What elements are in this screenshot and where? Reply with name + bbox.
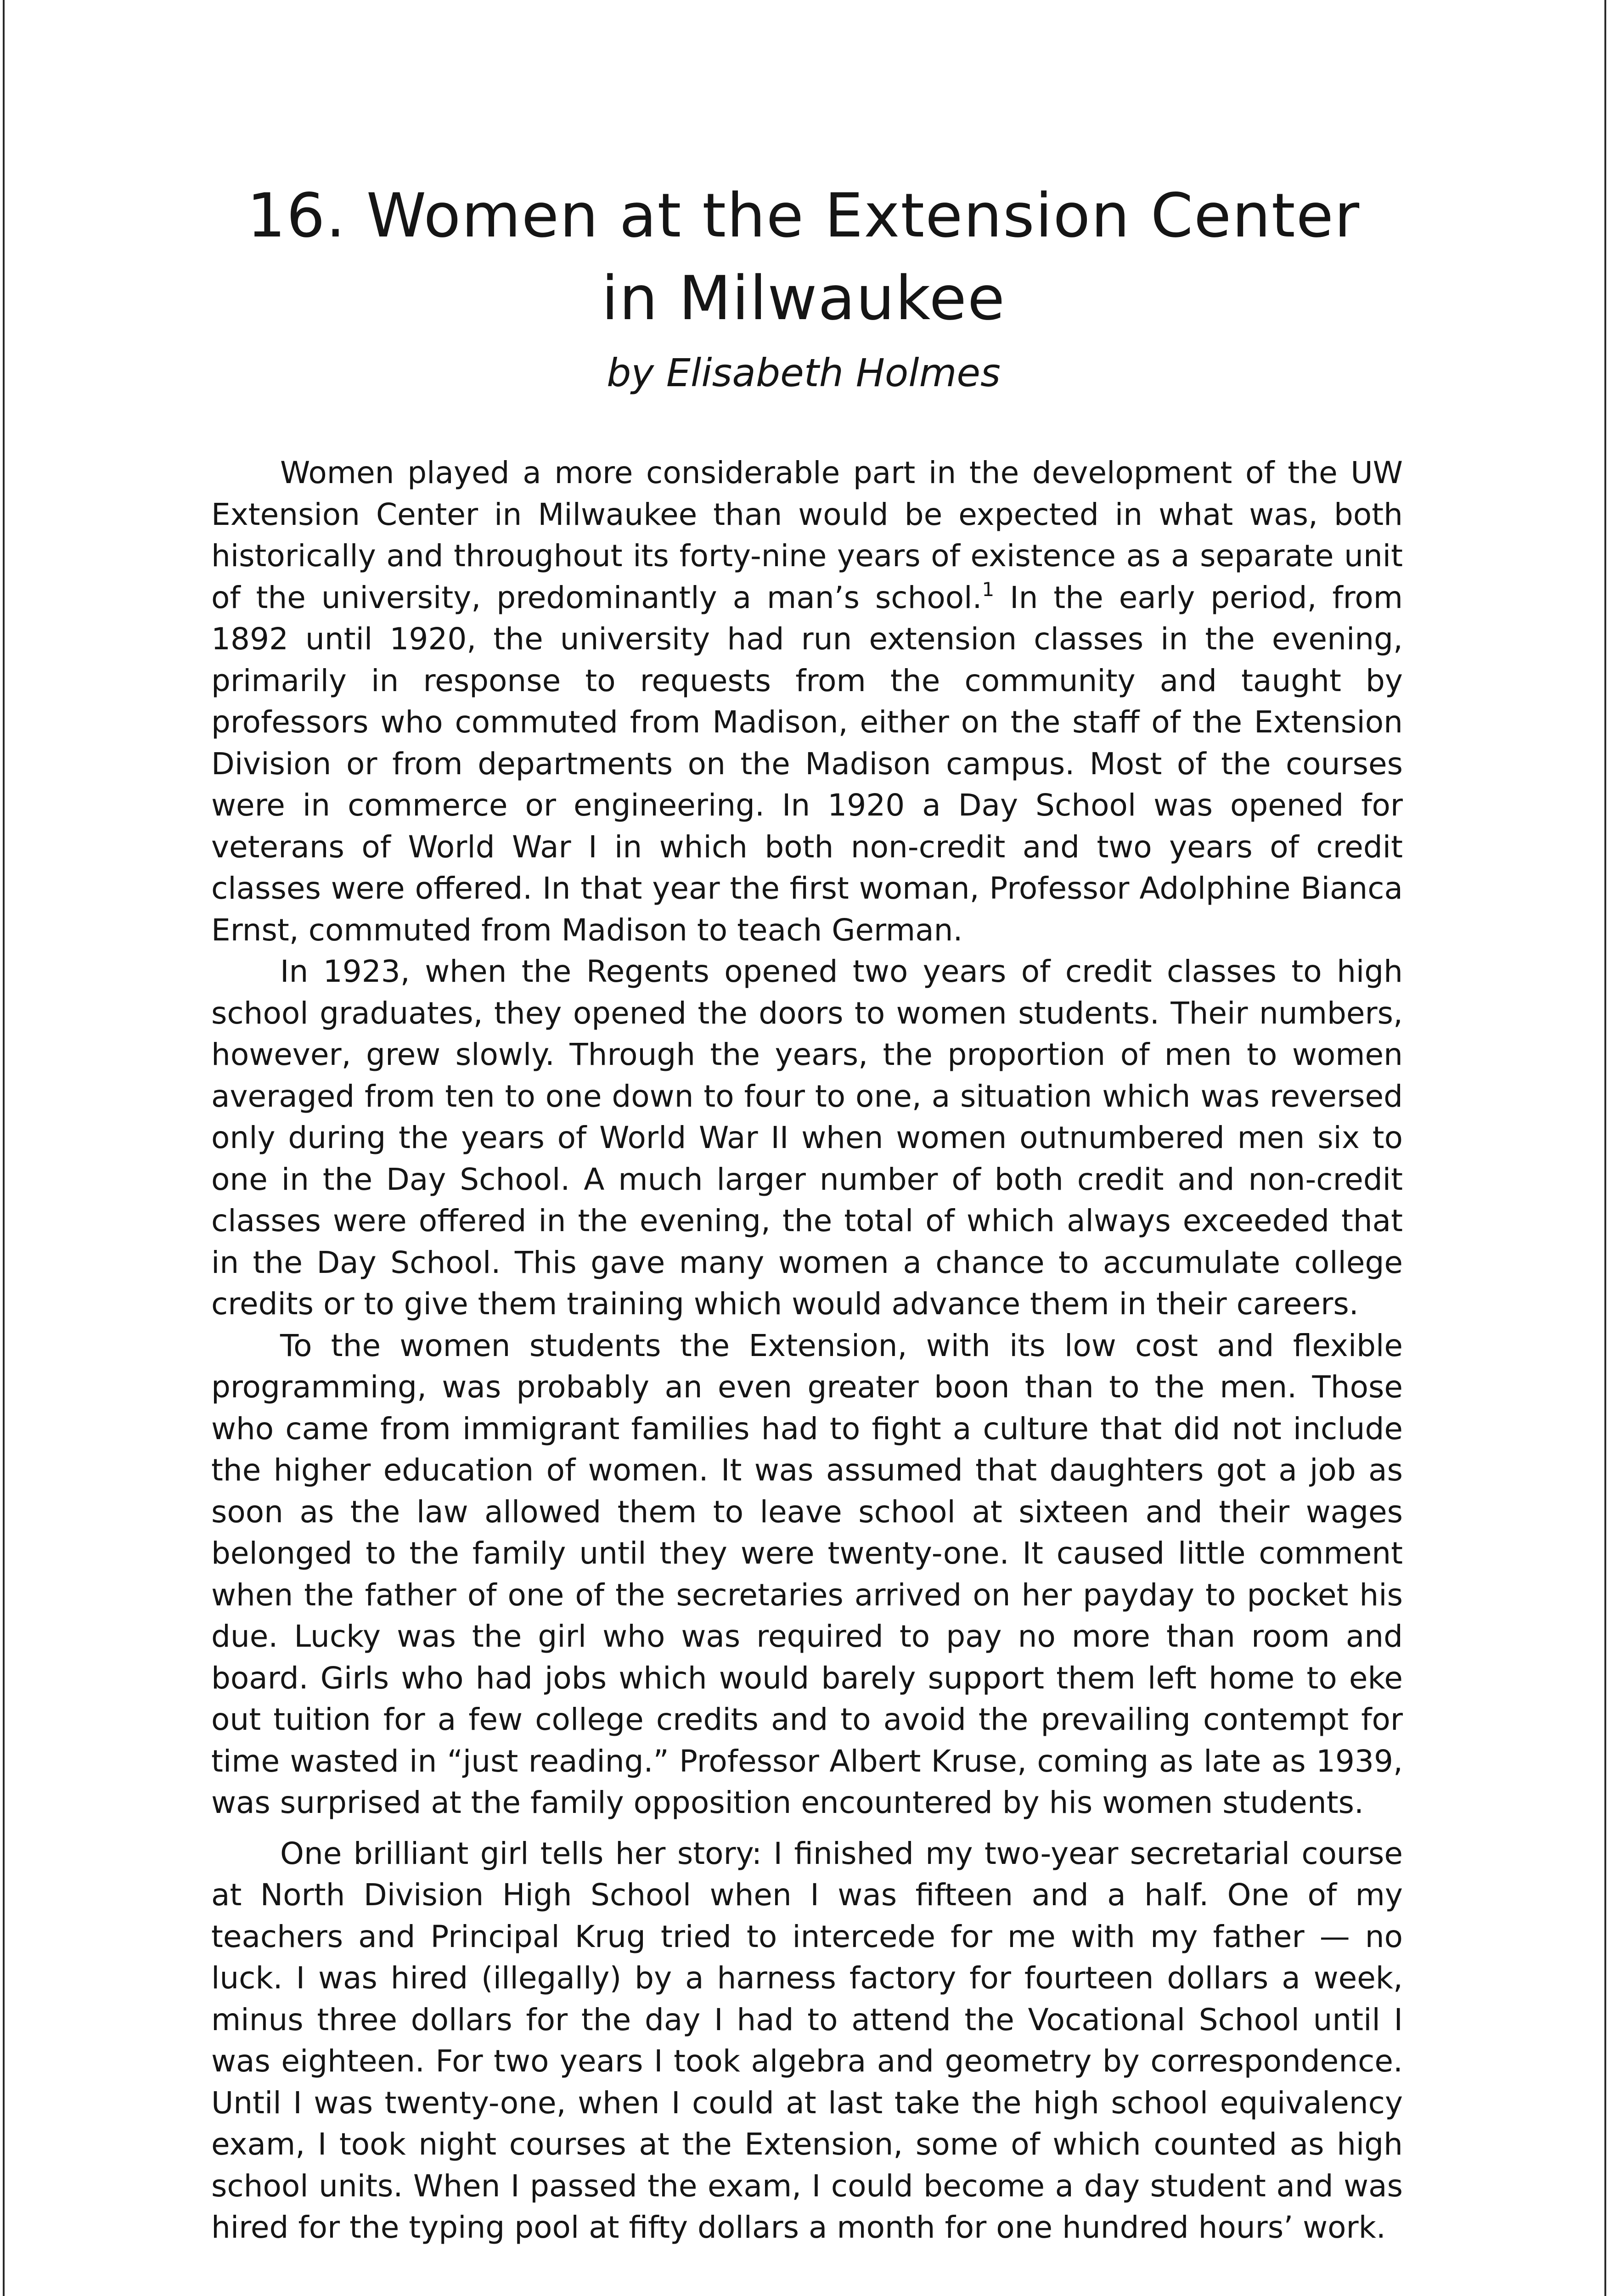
footnote-reference: 1 <box>982 578 995 601</box>
author-byline: by Elisabeth Holmes <box>607 350 1001 395</box>
paragraph-3: To the women students the Extension, with its low cost and flexible programming, was probably an even greater boon than to the men. Those who came from immigrant families had to fight a culture that did not include the higher education of women. It was assumed that daughters got a job as soon as the law allowed them to leave school at sixteen and their wages belonged to the family until they were twenty-one. It caused little comment when the father of one of the secretaries arrived on her payday to pocket his due. Lucky was the girl who was required to pay no more than room and board. Girls who had jobs which would barely support them left home to eke out tuition for a few college credits and to avoid the prevailing contempt for time wasted in “just reading.” Professor Albert Kruse, coming as late as 1939, was surprised at the family opposition encountered by his women students. <box>211 1328 1403 1820</box>
chapter-body <box>211 452 1403 2249</box>
chapter-title-line-2: in Milwaukee <box>601 263 1006 334</box>
chapter-title <box>211 174 1396 340</box>
paragraph-2: In 1923, when the Regents opened two years of credit classes to high school graduates, they opened the doors to women students. Their numbers, however, grew slowly. Through the years, the proportion of men to women averaged from ten to one down to four to one, a situation which was reversed only during the years of World War II when women outnumbered men six to one in the Day School. A much larger number of both credit and non-credit classes were offered in the evening, the total of which always exceeded that in the Day School. This gave many women a chance to accumulate college credits or to give them training which would advance them in their careers. <box>211 954 1403 1322</box>
scan-edge-left <box>3 0 5 2296</box>
scan-edge-right <box>1604 0 1606 2296</box>
paragraph-1 <box>211 452 1403 951</box>
paragraph-4: One brilliant girl tells her story: I finished my two-year secretarial course at North Division High School when I was fifteen and a half. One of my teachers and Principal Krug tried to intercede for me with my father — no luck. I was hired (illegally) by a harness factory for fourteen dollars a week, minus three dollars for the day I had to attend the Vocational School until I was eighteen. For two years I took algebra and geometry by correspondence. Until I was twenty-one, when I could at last take the high school equivalency exam, I took night courses at the Extension, some of which counted as high school units. When I passed the exam, I could become a day student and was hired for the typing pool at fifty dollars a month for one hundred hours’ work. <box>211 1835 1403 2245</box>
chapter-title-line-1: 16. Women at the Extension Center <box>247 180 1361 251</box>
paragraph-1-continued: In the early period, from 1892 until 1920, the university had run extension classes in the evening, primarily in response to requests from the community and taught by professors who commuted from Madison, either on the staff of the Extension Division or from departments on the Madison campus. Most of the courses were in commerce or engineering. In 1920 a Day School was opened for veterans of World War I in which both non-credit and two years of credit classes were offered. In that year the first woman, Professor Adolphine Bianca Ernst, commuted from Madison to teach German. <box>211 580 1403 948</box>
chapter-header <box>211 174 1396 400</box>
paragraph-1-text: Women played a more considerable part in the development of the UW Extension Center in Milwaukee than would be expected in what was, both historically and throughout its forty-nine years of existence as a separate unit of the university, predominantly a man’s school. <box>211 455 1403 615</box>
